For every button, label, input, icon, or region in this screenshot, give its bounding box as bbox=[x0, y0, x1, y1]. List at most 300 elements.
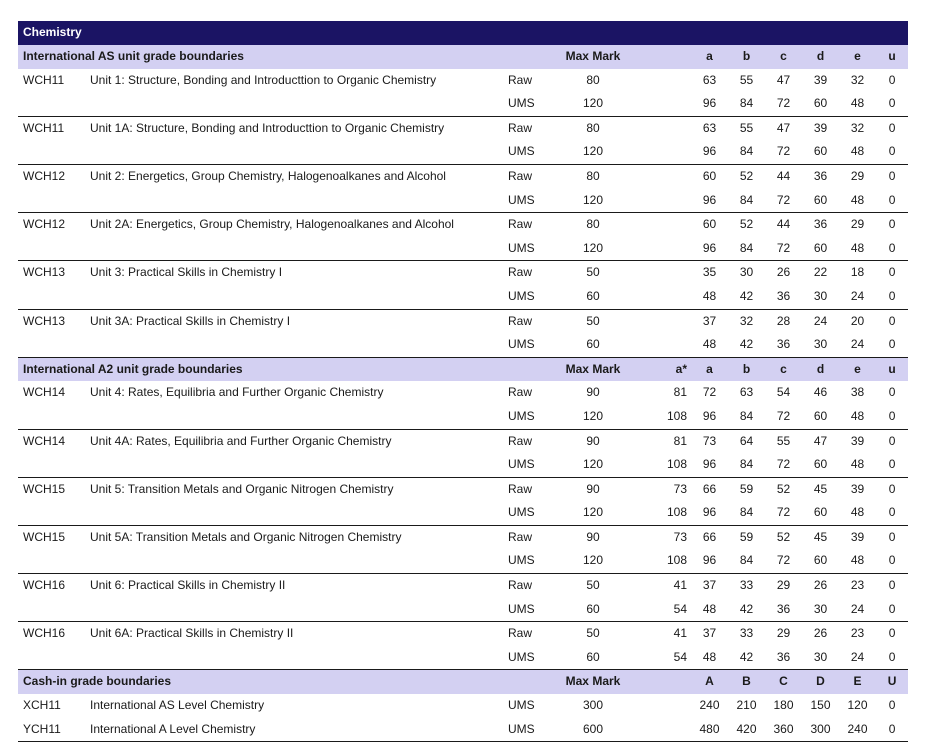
grade-boundary: 29 bbox=[850, 217, 865, 232]
mark-type: Raw bbox=[508, 217, 533, 232]
unit-name bbox=[85, 140, 503, 164]
mark-type: UMS bbox=[503, 549, 553, 573]
grade-boundary: 36 bbox=[813, 168, 828, 183]
unit-code bbox=[18, 549, 85, 573]
max-mark-header: Max Mark bbox=[553, 45, 633, 69]
unit-code: WCH13 bbox=[23, 265, 66, 280]
mark-type: UMS bbox=[503, 189, 553, 213]
grade-boundary: 47 bbox=[776, 72, 791, 87]
grade-boundary: 42 bbox=[728, 646, 765, 670]
max-mark: 80 bbox=[586, 168, 600, 183]
unit-name: Unit 1: Structure, Bonding and Introducttion to Organic Chemistry bbox=[90, 72, 437, 87]
grade-boundary: 84 bbox=[728, 405, 765, 429]
grade-boundary: 39 bbox=[850, 529, 865, 544]
unit-code: WCH14 bbox=[23, 385, 66, 400]
mark-type: Raw bbox=[508, 313, 533, 328]
table-row bbox=[18, 333, 908, 357]
max-mark: 90 bbox=[586, 385, 600, 400]
grade-boundary: 36 bbox=[813, 217, 828, 232]
grade-boundary: 60 bbox=[802, 237, 839, 261]
a-star-boundary bbox=[633, 333, 691, 357]
grade-boundary: 72 bbox=[765, 405, 802, 429]
table-row bbox=[18, 646, 908, 670]
max-mark: 60 bbox=[553, 333, 633, 357]
grade-header: e bbox=[839, 45, 876, 69]
unit-name bbox=[85, 333, 503, 357]
table-row bbox=[18, 189, 908, 213]
grade-boundary: 72 bbox=[765, 453, 802, 477]
grade-boundary: 39 bbox=[813, 72, 828, 87]
unit-name: Unit 6A: Practical Skills in Chemistry II bbox=[90, 626, 294, 641]
mark-type: UMS bbox=[503, 140, 553, 164]
grade-boundary: 96 bbox=[691, 549, 728, 573]
grade-boundary: 55 bbox=[739, 72, 754, 87]
unit-name: Unit 3A: Practical Skills in Chemistry I bbox=[90, 313, 291, 328]
grade-boundary: 72 bbox=[765, 501, 802, 525]
a-star-boundary bbox=[633, 718, 691, 742]
max-mark: 80 bbox=[586, 217, 600, 232]
grade-boundary: 240 bbox=[839, 718, 876, 742]
max-mark: 90 bbox=[586, 433, 600, 448]
grade-boundary: 30 bbox=[802, 646, 839, 670]
a-star-boundary bbox=[633, 116, 691, 140]
max-mark: 600 bbox=[553, 718, 633, 742]
grade-boundary: 72 bbox=[702, 385, 717, 400]
unit-name: International A Level Chemistry bbox=[85, 718, 503, 742]
table-row bbox=[18, 694, 908, 718]
a-star-boundary: 108 bbox=[633, 405, 691, 429]
unit-name bbox=[85, 237, 503, 261]
grade-boundary: 240 bbox=[699, 698, 720, 713]
grade-boundary: 45 bbox=[813, 481, 828, 496]
grade-boundary: 44 bbox=[776, 217, 791, 232]
table-row bbox=[18, 574, 908, 598]
table-row bbox=[18, 525, 908, 549]
a-star-boundary bbox=[633, 69, 691, 93]
grade-header: b bbox=[728, 45, 765, 69]
mark-type: UMS bbox=[503, 501, 553, 525]
grade-header: c bbox=[765, 45, 802, 69]
unit-name: Unit 4A: Rates, Equilibria and Further Organic Chemistry bbox=[90, 433, 392, 448]
max-mark: 120 bbox=[553, 405, 633, 429]
grade-boundary: 420 bbox=[728, 718, 765, 742]
grade-boundary: 48 bbox=[839, 237, 876, 261]
grade-header: D bbox=[802, 670, 839, 694]
max-mark: 120 bbox=[553, 189, 633, 213]
grade-boundary: 210 bbox=[736, 698, 757, 713]
grade-boundary: 42 bbox=[728, 285, 765, 309]
mark-type: Raw bbox=[508, 72, 533, 87]
grade-boundary: 36 bbox=[765, 333, 802, 357]
max-mark: 60 bbox=[553, 285, 633, 309]
unit-code bbox=[18, 646, 85, 670]
grade-header: B bbox=[728, 670, 765, 694]
grade-boundary: 48 bbox=[691, 285, 728, 309]
grade-boundary: 72 bbox=[765, 189, 802, 213]
a-star-boundary bbox=[633, 189, 691, 213]
a-star-boundary bbox=[633, 164, 691, 188]
grade-header: d bbox=[802, 45, 839, 69]
grade-header: a bbox=[691, 45, 728, 69]
unit-code bbox=[18, 285, 85, 309]
section-header-as bbox=[18, 45, 908, 69]
max-mark-header: Max Mark bbox=[553, 670, 633, 694]
max-mark: 120 bbox=[553, 501, 633, 525]
grade-boundary: 24 bbox=[839, 285, 876, 309]
grade-header: A bbox=[691, 670, 728, 694]
title-row bbox=[18, 21, 908, 45]
unit-code: WCH13 bbox=[23, 313, 66, 328]
table-row bbox=[18, 213, 908, 237]
mark-type: UMS bbox=[503, 646, 553, 670]
a-star-boundary bbox=[633, 309, 691, 333]
unit-name: Unit 2A: Energetics, Group Chemistry, Halogenoalkanes and Alcohol bbox=[90, 217, 454, 232]
grade-boundary: 0 bbox=[876, 189, 908, 213]
grade-header: u bbox=[876, 357, 908, 381]
table-row bbox=[18, 501, 908, 525]
max-mark: 120 bbox=[553, 237, 633, 261]
grade-boundary: 59 bbox=[739, 481, 754, 496]
mark-type: Raw bbox=[508, 168, 533, 183]
grade-boundary: 84 bbox=[728, 237, 765, 261]
unit-code bbox=[18, 140, 85, 164]
grade-boundary: 0 bbox=[888, 265, 896, 280]
grade-boundary: 96 bbox=[691, 453, 728, 477]
mark-type: UMS bbox=[503, 285, 553, 309]
mark-type: UMS bbox=[503, 598, 553, 622]
unit-code bbox=[18, 405, 85, 429]
section-header-a2 bbox=[18, 357, 908, 381]
grade-boundary: 44 bbox=[776, 168, 791, 183]
grade-boundary: 24 bbox=[839, 646, 876, 670]
grade-header: d bbox=[802, 357, 839, 381]
unit-name bbox=[85, 405, 503, 429]
grade-boundary: 32 bbox=[739, 313, 754, 328]
grade-boundary: 66 bbox=[702, 529, 717, 544]
grade-boundary: 52 bbox=[739, 217, 754, 232]
unit-name: International AS Level Chemistry bbox=[90, 698, 265, 713]
grade-boundary: 48 bbox=[839, 140, 876, 164]
a-star-boundary: 108 bbox=[633, 549, 691, 573]
max-mark: 50 bbox=[586, 578, 600, 593]
unit-code: XCH11 bbox=[23, 698, 61, 713]
grade-boundary: 52 bbox=[776, 481, 791, 496]
max-mark: 50 bbox=[586, 313, 600, 328]
grade-boundary: 96 bbox=[691, 237, 728, 261]
unit-name: Unit 6: Practical Skills in Chemistry II bbox=[90, 578, 286, 593]
grade-boundary: 48 bbox=[839, 405, 876, 429]
unit-name: Unit 3: Practical Skills in Chemistry I bbox=[90, 265, 283, 280]
table-row bbox=[18, 598, 908, 622]
grade-boundary: 60 bbox=[802, 501, 839, 525]
unit-code: WCH15 bbox=[23, 481, 66, 496]
table-row bbox=[18, 261, 908, 285]
grade-boundary: 30 bbox=[802, 333, 839, 357]
grade-boundary: 96 bbox=[691, 189, 728, 213]
table-row bbox=[18, 309, 908, 333]
unit-name: Unit 5: Transition Metals and Organic Nitrogen Chemistry bbox=[90, 481, 394, 496]
unit-name bbox=[85, 549, 503, 573]
grade-boundary: 24 bbox=[839, 333, 876, 357]
mark-type: UMS bbox=[503, 453, 553, 477]
table-row bbox=[18, 69, 908, 93]
grade-boundary: 0 bbox=[888, 168, 896, 183]
grade-header: E bbox=[839, 670, 876, 694]
grade-boundary: 54 bbox=[776, 385, 791, 400]
unit-code: WCH16 bbox=[23, 626, 66, 641]
grade-boundary: 84 bbox=[728, 501, 765, 525]
grade-boundary: 29 bbox=[850, 168, 865, 183]
grade-boundary: 0 bbox=[888, 626, 896, 641]
unit-name bbox=[85, 501, 503, 525]
unit-code bbox=[18, 92, 85, 116]
unit-name bbox=[85, 189, 503, 213]
grade-boundary: 30 bbox=[739, 265, 754, 280]
grade-boundary: 60 bbox=[702, 217, 717, 232]
unit-name bbox=[85, 646, 503, 670]
grade-boundary: 60 bbox=[702, 168, 717, 183]
grade-boundary: 48 bbox=[839, 453, 876, 477]
grade-header bbox=[633, 670, 691, 694]
grade-boundary: 0 bbox=[876, 501, 908, 525]
table-row bbox=[18, 622, 908, 646]
grade-boundary: 72 bbox=[765, 92, 802, 116]
grade-boundary: 0 bbox=[876, 92, 908, 116]
unit-code: WCH12 bbox=[23, 168, 66, 183]
grade-boundary: 42 bbox=[728, 333, 765, 357]
max-mark: 90 bbox=[586, 529, 600, 544]
table-row bbox=[18, 285, 908, 309]
grade-boundary: 36 bbox=[765, 598, 802, 622]
grade-boundary: 55 bbox=[739, 120, 754, 135]
a-star-boundary bbox=[633, 261, 691, 285]
grade-boundary: 0 bbox=[876, 333, 908, 357]
table-row bbox=[18, 477, 908, 501]
grade-boundary: 84 bbox=[728, 140, 765, 164]
grade-boundary: 96 bbox=[691, 405, 728, 429]
grade-boundary: 24 bbox=[839, 598, 876, 622]
unit-code bbox=[18, 189, 85, 213]
grade-boundary: 96 bbox=[691, 140, 728, 164]
a-star-boundary: 108 bbox=[633, 453, 691, 477]
table-row bbox=[18, 549, 908, 573]
grade-boundary: 72 bbox=[765, 549, 802, 573]
grade-boundary: 39 bbox=[850, 433, 865, 448]
grade-boundary: 18 bbox=[850, 265, 865, 280]
grade-boundary: 0 bbox=[876, 140, 908, 164]
a-star-boundary bbox=[633, 213, 691, 237]
grade-boundary: 0 bbox=[876, 237, 908, 261]
grade-boundary: 47 bbox=[813, 433, 828, 448]
table-row bbox=[18, 116, 908, 140]
grade-boundary: 48 bbox=[691, 598, 728, 622]
grade-boundary: 26 bbox=[813, 626, 828, 641]
grade-boundary: 37 bbox=[702, 578, 717, 593]
grade-boundary: 30 bbox=[802, 285, 839, 309]
grade-boundary: 73 bbox=[702, 433, 717, 448]
mark-type: Raw bbox=[508, 529, 533, 544]
max-mark: 50 bbox=[586, 626, 600, 641]
grade-boundary: 0 bbox=[876, 285, 908, 309]
grade-header: u bbox=[876, 45, 908, 69]
grade-boundary: 0 bbox=[876, 549, 908, 573]
mark-type: UMS bbox=[508, 698, 535, 713]
grade-boundary: 24 bbox=[813, 313, 828, 328]
unit-name bbox=[85, 453, 503, 477]
unit-code bbox=[18, 333, 85, 357]
table-row bbox=[18, 429, 908, 453]
grade-boundary: 63 bbox=[702, 72, 717, 87]
grade-boundary: 60 bbox=[802, 549, 839, 573]
grade-boundary: 480 bbox=[691, 718, 728, 742]
a-star-boundary: 54 bbox=[633, 646, 691, 670]
a-star-boundary: 41 bbox=[673, 626, 687, 641]
mark-type: Raw bbox=[508, 385, 533, 400]
a-star-boundary: 73 bbox=[673, 481, 687, 496]
grade-boundary: 52 bbox=[776, 529, 791, 544]
a-star-boundary bbox=[633, 92, 691, 116]
unit-name bbox=[85, 92, 503, 116]
max-mark: 90 bbox=[586, 481, 600, 496]
max-mark: 80 bbox=[586, 120, 600, 135]
grade-header: b bbox=[728, 357, 765, 381]
grade-boundary: 84 bbox=[728, 189, 765, 213]
unit-code bbox=[18, 501, 85, 525]
grade-boundary: 60 bbox=[802, 405, 839, 429]
a-star-boundary: 108 bbox=[633, 501, 691, 525]
unit-code: WCH12 bbox=[23, 217, 66, 232]
mark-type: UMS bbox=[503, 92, 553, 116]
a-star-boundary: 73 bbox=[673, 529, 687, 544]
unit-code: WCH15 bbox=[23, 529, 66, 544]
unit-code bbox=[18, 598, 85, 622]
unit-name bbox=[85, 598, 503, 622]
grade-boundary: 84 bbox=[728, 453, 765, 477]
grade-boundary: 0 bbox=[888, 313, 896, 328]
subject-title: Chemistry bbox=[18, 21, 908, 45]
grade-boundary: 55 bbox=[776, 433, 791, 448]
grade-header: e bbox=[839, 357, 876, 381]
grade-boundary: 20 bbox=[850, 313, 865, 328]
mark-type: UMS bbox=[503, 718, 553, 742]
table-row bbox=[18, 381, 908, 405]
grade-boundary: 23 bbox=[850, 626, 865, 641]
unit-code: WCH14 bbox=[23, 433, 66, 448]
grade-boundary: 66 bbox=[702, 481, 717, 496]
grade-boundary: 60 bbox=[802, 453, 839, 477]
max-mark: 120 bbox=[553, 549, 633, 573]
grade-boundary: 63 bbox=[702, 120, 717, 135]
max-mark: 60 bbox=[553, 646, 633, 670]
grade-boundary: 46 bbox=[813, 385, 828, 400]
grade-boundary: 33 bbox=[739, 578, 754, 593]
grade-boundary: 22 bbox=[813, 265, 828, 280]
unit-code bbox=[18, 453, 85, 477]
grade-boundary: 38 bbox=[850, 385, 865, 400]
grade-boundary: 60 bbox=[802, 189, 839, 213]
grade-boundary: 37 bbox=[702, 626, 717, 641]
grade-header: U bbox=[876, 670, 908, 694]
grade-boundary: 96 bbox=[691, 501, 728, 525]
table-row bbox=[18, 237, 908, 261]
grade-boundary: 180 bbox=[773, 698, 794, 713]
mark-type: Raw bbox=[508, 578, 533, 593]
grade-boundary: 0 bbox=[888, 385, 896, 400]
unit-name bbox=[85, 285, 503, 309]
max-mark: 60 bbox=[553, 598, 633, 622]
grade-boundary: 45 bbox=[813, 529, 828, 544]
grade-boundary: 360 bbox=[765, 718, 802, 742]
grade-boundary: 0 bbox=[876, 646, 908, 670]
table-row bbox=[18, 140, 908, 164]
mark-type: Raw bbox=[508, 481, 533, 496]
unit-name: Unit 4: Rates, Equilibria and Further Organic Chemistry bbox=[90, 385, 384, 400]
grade-boundary: 33 bbox=[739, 626, 754, 641]
grade-header: c bbox=[765, 357, 802, 381]
table-row bbox=[18, 453, 908, 477]
grade-boundary: 0 bbox=[876, 453, 908, 477]
a-star-boundary: 54 bbox=[633, 598, 691, 622]
grade-boundary: 26 bbox=[776, 265, 791, 280]
a-star-boundary bbox=[633, 285, 691, 309]
a-star-boundary: 81 bbox=[673, 433, 687, 448]
grade-boundary: 48 bbox=[691, 646, 728, 670]
grade-boundary: 0 bbox=[888, 433, 896, 448]
max-mark-header: Max Mark bbox=[553, 357, 633, 381]
grade-boundary: 30 bbox=[802, 598, 839, 622]
grade-boundary: 32 bbox=[850, 72, 865, 87]
grade-boundary: 48 bbox=[839, 189, 876, 213]
unit-code: YCH11 bbox=[18, 718, 85, 742]
grade-boundary: 60 bbox=[802, 140, 839, 164]
grade-boundary: 84 bbox=[728, 92, 765, 116]
a-star-boundary: 41 bbox=[673, 578, 687, 593]
unit-code: WCH16 bbox=[23, 578, 66, 593]
mark-type: Raw bbox=[508, 265, 533, 280]
grade-boundary: 0 bbox=[876, 718, 908, 742]
grade-boundary: 64 bbox=[739, 433, 754, 448]
table-row bbox=[18, 405, 908, 429]
grade-boundary: 72 bbox=[765, 140, 802, 164]
grade-boundary: 37 bbox=[702, 313, 717, 328]
grade-boundary: 23 bbox=[850, 578, 865, 593]
grade-boundary: 120 bbox=[847, 698, 868, 713]
max-mark: 120 bbox=[553, 140, 633, 164]
grade-boundary: 48 bbox=[839, 501, 876, 525]
mark-type: UMS bbox=[503, 405, 553, 429]
grade-boundary: 0 bbox=[888, 529, 896, 544]
grade-boundary: 26 bbox=[813, 578, 828, 593]
grade-boundary: 35 bbox=[702, 265, 717, 280]
grade-boundary: 29 bbox=[776, 626, 791, 641]
grade-boundary: 32 bbox=[850, 120, 865, 135]
a-star-boundary bbox=[633, 140, 691, 164]
grade-boundary: 48 bbox=[839, 92, 876, 116]
section-heading: International AS unit grade boundaries bbox=[18, 45, 553, 69]
grade-boundary: 0 bbox=[888, 217, 896, 232]
a-star-boundary bbox=[633, 237, 691, 261]
unit-name: Unit 5A: Transition Metals and Organic Nitrogen Chemistry bbox=[90, 529, 402, 544]
unit-code bbox=[18, 237, 85, 261]
grade-boundary: 39 bbox=[850, 481, 865, 496]
grade-boundary: 63 bbox=[739, 385, 754, 400]
mark-type: UMS bbox=[503, 237, 553, 261]
max-mark: 80 bbox=[586, 72, 600, 87]
mark-type: Raw bbox=[508, 433, 533, 448]
grade-boundary: 0 bbox=[888, 481, 896, 496]
grade-boundaries-table bbox=[18, 21, 908, 742]
grade-boundary: 72 bbox=[765, 237, 802, 261]
